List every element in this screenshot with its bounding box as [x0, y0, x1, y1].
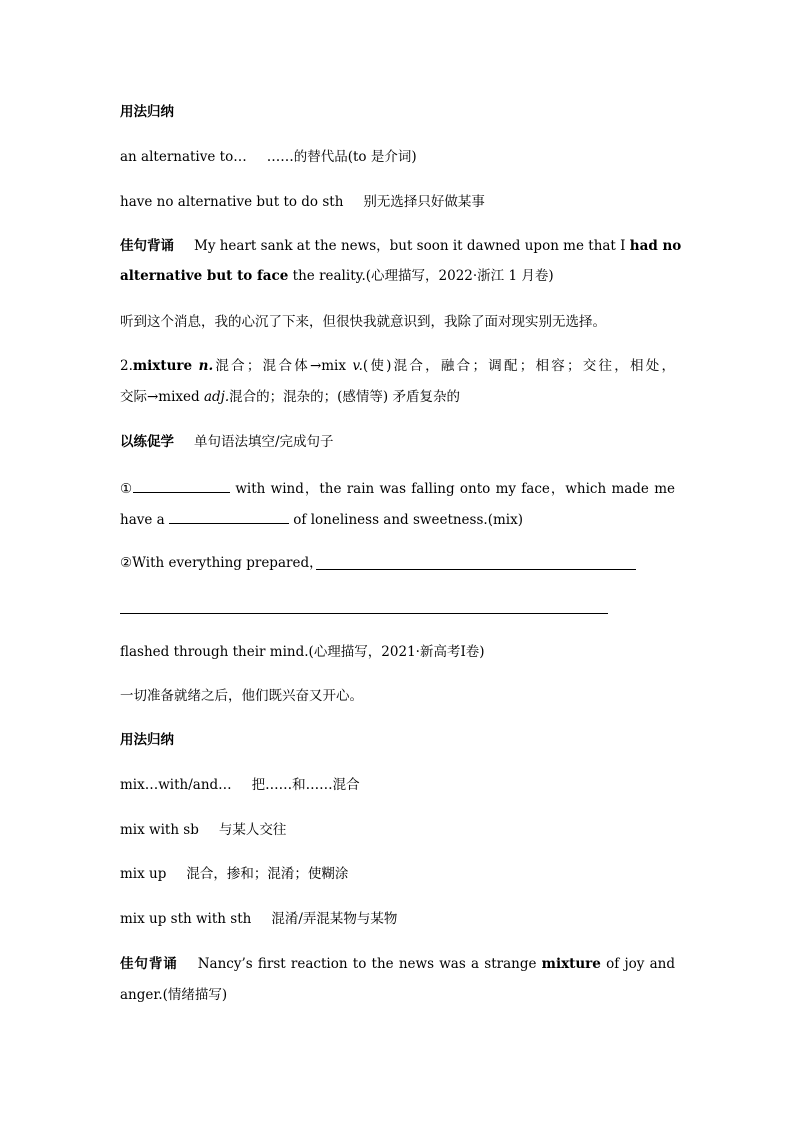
- usage-item-chinese: 混淆/弄混某物与某物: [271, 911, 398, 927]
- example-text: My heart sank at the news，but soon it dawned upon me that I: [194, 238, 630, 254]
- entry-number: 2.: [120, 358, 133, 374]
- example-source: 情绪描写): [167, 987, 228, 1003]
- usage-item-chinese: 把……和……混合: [251, 777, 360, 793]
- entry-mixture-line1: [120, 356, 675, 376]
- entry-verb-pos: v.: [352, 358, 363, 374]
- practice-heading: [120, 432, 675, 452]
- question-text: with wind，the rain was falling onto my face，which made me: [230, 481, 675, 497]
- usage-item-chinese: 别无选择只好做某事: [363, 194, 485, 210]
- example-label: 佳句背诵: [120, 956, 178, 972]
- example-text: of joy and: [600, 956, 675, 972]
- usage-item: [120, 820, 675, 840]
- practice-subtitle: 单句语法填空/完成句子: [194, 434, 334, 450]
- example-sentence-2-line2: [120, 985, 675, 1005]
- question-marker: ②: [120, 555, 133, 571]
- example-sentence-2-line1: [120, 954, 675, 974]
- usage-item: [120, 864, 675, 884]
- answer-blank[interactable]: [133, 478, 230, 493]
- example-highlight: alternative but to face: [120, 268, 289, 284]
- usage-heading-1: 用法归纳: [120, 104, 174, 120]
- question-2-line1: [120, 553, 675, 573]
- question-2-translation: 一切准备就绪之后，他们既兴奋又开心。: [120, 688, 363, 704]
- usage-item: [120, 147, 675, 167]
- example-text: Nancy’s first reaction to the news was a strange: [197, 956, 542, 972]
- entry-definition: 混合；混合体→mix: [213, 358, 353, 374]
- question-1-line1: [120, 478, 675, 499]
- answer-blank[interactable]: [169, 509, 289, 524]
- answer-line[interactable]: [120, 613, 608, 614]
- question-2-line3: [120, 642, 675, 662]
- example-sentence-1-line2: [120, 266, 675, 286]
- usage-heading-2: 用法归纳: [120, 732, 174, 748]
- entry-definition: 交际→mixed: [120, 389, 204, 405]
- usage-item-chinese: 混合，掺和；混淆；使糊涂: [186, 866, 349, 882]
- usage-item: [120, 192, 675, 212]
- usage-item-chinese: ……的替代品(to 是介词): [266, 149, 417, 165]
- example-text: anger.(: [120, 987, 168, 1003]
- practice-title: 以练促学: [120, 434, 174, 450]
- question-text: flashed through their mind.(: [120, 644, 314, 660]
- question-1-line2: [120, 509, 675, 530]
- example-text: the reality.(: [288, 268, 372, 284]
- entry-mixture-line2: [120, 387, 675, 407]
- usage-item-english: an alternative to…: [120, 149, 247, 165]
- usage-item-english: have no alternative but to do sth: [120, 194, 344, 210]
- usage-item-english: mix up sth with sth: [120, 911, 252, 927]
- entry-adj-definition: 混合的；混杂的；(感情等) 矛盾复杂的: [229, 389, 460, 405]
- usage-item-english: mix up: [120, 866, 167, 882]
- question-text: have a: [120, 512, 169, 528]
- example-translation-1: 听到这个消息，我的心沉了下来，但很快我就意识到，我除了面对现实别无选择。: [120, 314, 606, 330]
- answer-line[interactable]: [316, 569, 636, 570]
- example-highlight: had no: [629, 238, 682, 254]
- usage-item-chinese: 与某人交往: [218, 822, 287, 838]
- entry-word: mixture: [132, 358, 193, 374]
- question-source: 心理描写，2021·新高考Ⅰ卷): [313, 644, 485, 660]
- example-label: 佳句背诵: [120, 238, 174, 254]
- question-marker: ①: [120, 481, 134, 497]
- example-highlight: mixture: [541, 956, 601, 972]
- question-text: With everything prepared，: [132, 555, 323, 571]
- example-sentence-1-line1: [120, 236, 682, 256]
- usage-item: [120, 909, 675, 929]
- usage-item-english: mix with sb: [120, 822, 199, 838]
- entry-adj-pos: adj.: [203, 389, 230, 405]
- entry-pos: n.: [198, 358, 214, 374]
- example-source: 心理描写，2022·浙江 1 月卷): [371, 268, 554, 284]
- usage-item-english: mix…with/and…: [120, 777, 232, 793]
- question-text: of loneliness and sweetness.(mix): [289, 512, 523, 528]
- usage-item: [120, 775, 675, 795]
- entry-verb-definition: (使)混合，融合；调配；相容；交往，相处，: [362, 358, 675, 374]
